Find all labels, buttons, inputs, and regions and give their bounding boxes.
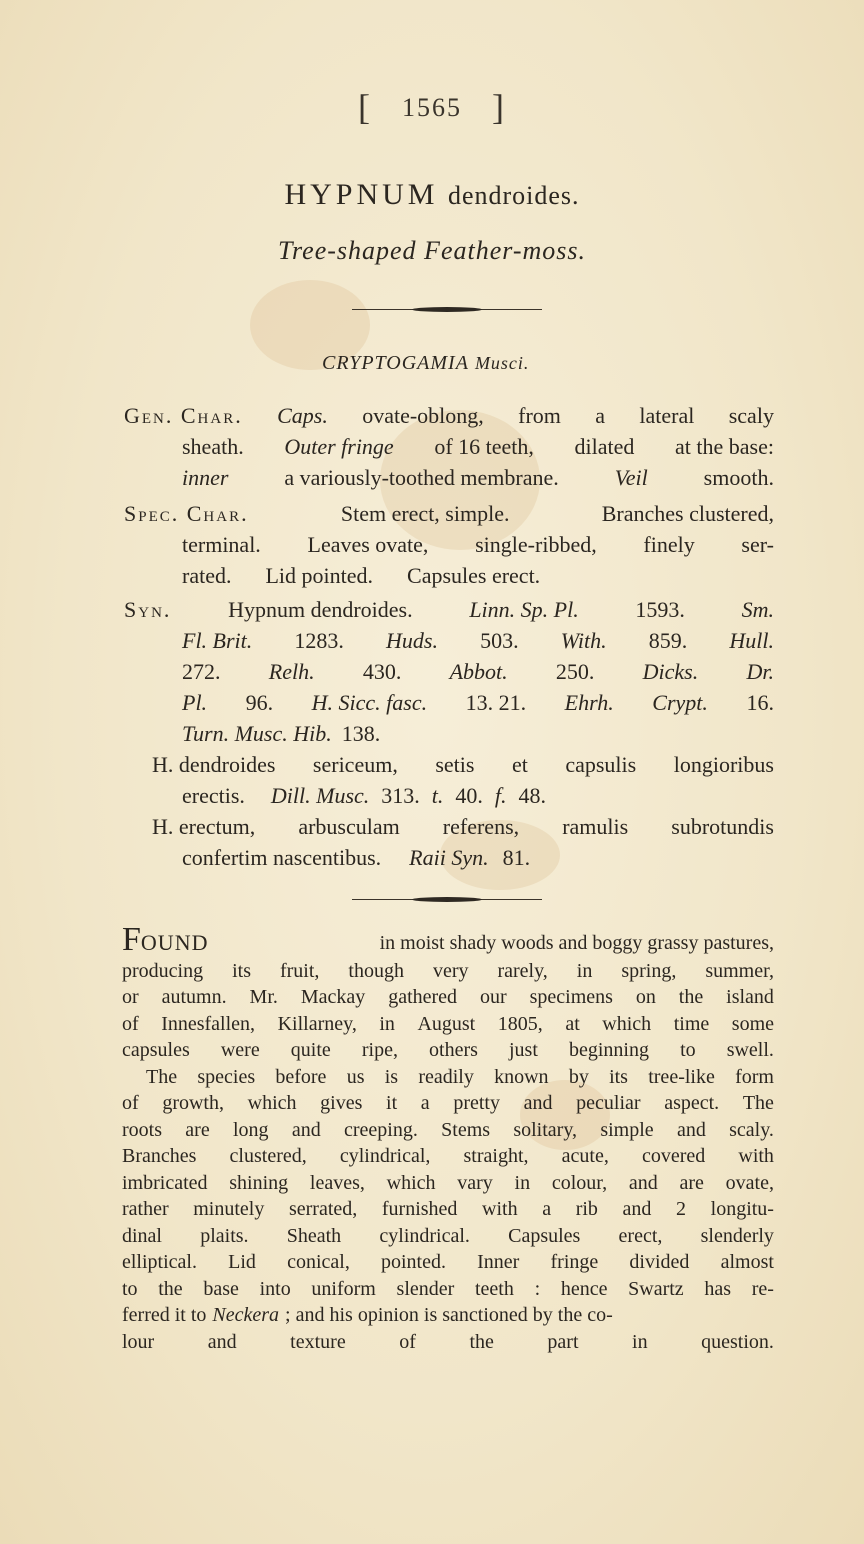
word: ovate, [725, 1171, 774, 1194]
word: August [417, 1012, 476, 1035]
word: Inner [477, 1251, 520, 1273]
word: imbricated [122, 1171, 208, 1194]
text-span: 96. [245, 690, 274, 715]
word: the [469, 1330, 494, 1353]
word: simple [600, 1118, 654, 1141]
syn-line-4 [124, 687, 774, 718]
text-span: Pl. [182, 690, 208, 715]
word: with [482, 1198, 518, 1220]
text-span: 859. [648, 628, 688, 653]
text-span: inner [182, 465, 229, 490]
word: creeping. [344, 1118, 418, 1141]
desc-line-16 [122, 1329, 774, 1356]
word: and [622, 1198, 652, 1220]
text-span: Leaves ovate, [307, 532, 429, 557]
word: capsules [122, 1039, 190, 1061]
text-span [122, 1196, 774, 1223]
generic-character [124, 400, 774, 493]
word: its [609, 1065, 628, 1088]
word: by [568, 1065, 589, 1088]
word: or [122, 986, 139, 1008]
word: some [731, 1012, 774, 1035]
word: slenderly [700, 1224, 774, 1247]
word: Swartz [628, 1277, 684, 1300]
text-span [122, 1011, 774, 1038]
word: vary [457, 1171, 493, 1194]
text-span [122, 1170, 774, 1197]
word: Stems [441, 1118, 491, 1141]
word: very [432, 959, 469, 982]
word: in [379, 1012, 395, 1035]
word: The [146, 1065, 178, 1088]
word: fringe [550, 1251, 599, 1273]
word: pretty [453, 1092, 500, 1114]
text-span: Crypt. [652, 690, 708, 715]
word: furnished [381, 1198, 458, 1220]
word: almost [720, 1251, 774, 1273]
text-span: Hypnum dendroides. [228, 597, 413, 622]
word: part [547, 1330, 579, 1353]
word: quite [290, 1039, 331, 1061]
word: Lid [228, 1251, 256, 1273]
syn-line-2 [124, 625, 774, 656]
word: pointed. [380, 1251, 446, 1273]
word: its [232, 959, 251, 982]
ornamental-rule-top [352, 306, 542, 314]
desc-line-1 [122, 921, 774, 958]
syn-line-5 [124, 718, 774, 749]
word: known [494, 1065, 549, 1088]
syn-entry-dillenius-line-2 [124, 780, 774, 811]
order-name: Musci. [474, 353, 530, 373]
gen-char-line-2 [124, 431, 774, 462]
spec-char-line-2 [124, 529, 774, 560]
word: of [399, 1330, 416, 1353]
word: beginning [568, 1039, 649, 1061]
text-span: Ehrh. [564, 690, 614, 715]
text-span: Fl. Brit. [182, 628, 253, 653]
class-name: CRYPTOGAMIA [322, 352, 469, 374]
text-span: Dill. Musc. [270, 783, 370, 808]
word: gives [320, 1092, 363, 1114]
gen-char-line-3 [124, 462, 774, 493]
page-number-value: 1565 [402, 93, 462, 122]
word: question. [701, 1330, 774, 1353]
text-span: Huds. [386, 628, 438, 653]
word: in [632, 1330, 648, 1353]
text-span: Capsules erect. [407, 563, 541, 588]
text-span: erectis. [182, 783, 245, 808]
text-span: 48. [518, 783, 547, 808]
text-span: 13. 21. [465, 690, 527, 715]
text-span: 1593. [635, 597, 685, 622]
text-span: Dicks. [642, 659, 699, 684]
text-span: ; and his opinion is sanctioned by the co- [285, 1304, 613, 1326]
spec-char-line-1 [124, 498, 774, 529]
text-span: longioribus [673, 752, 774, 777]
text-span: scaly [728, 403, 774, 428]
gen-char-label: Gen. Char. [124, 403, 243, 428]
word: a [542, 1198, 552, 1220]
word: of [122, 1092, 139, 1114]
text-span: 313. [381, 783, 420, 808]
word: into [259, 1277, 291, 1300]
word: cylindrical. [379, 1224, 470, 1247]
word: hence [560, 1277, 608, 1300]
text-span: smooth. [703, 465, 774, 490]
genus-neckera: Neckera [212, 1304, 280, 1326]
word: covered [641, 1145, 706, 1167]
text-span: setis [435, 752, 475, 777]
word: plaits. [200, 1224, 249, 1247]
word: Branches [122, 1145, 197, 1167]
lead-smallcaps: OUND [140, 930, 209, 955]
text-span: 16. [746, 690, 774, 715]
text-span: finely [643, 532, 695, 557]
word: colour, [551, 1171, 608, 1194]
text-span: 250. [555, 659, 595, 684]
text-span [122, 984, 774, 1011]
text-span: ferred it to [122, 1304, 207, 1326]
text-span: Veil [614, 465, 648, 490]
syn-entry-ray-line-2 [124, 842, 774, 873]
word: before [275, 1065, 327, 1088]
word: cylindrical, [339, 1145, 431, 1167]
word: elliptical. [122, 1251, 197, 1273]
drop-cap: F [122, 921, 141, 958]
gen-char-line-1 [124, 400, 774, 431]
word: base [203, 1277, 239, 1300]
text-span [122, 1090, 774, 1117]
word: tree-like [648, 1065, 715, 1088]
common-name: Tree-shaped Feather-moss. [277, 236, 587, 265]
text-span: arbusculam [298, 814, 400, 839]
word: of [122, 1012, 139, 1035]
text-span [122, 1143, 774, 1170]
syn-line-1 [124, 594, 774, 625]
text-span: Caps. [277, 403, 328, 428]
text-span [122, 1223, 774, 1250]
text-span: sheath. [182, 434, 244, 459]
text-span: Raii Syn. [409, 845, 489, 870]
word: and [291, 1118, 321, 1141]
text-span: terminal. [182, 532, 261, 557]
text-span: referens, [442, 814, 520, 839]
text-span: f. [494, 783, 507, 808]
word: long [232, 1118, 269, 1141]
word: fruit, [279, 959, 320, 982]
text-span: a variously-toothed membrane. [284, 465, 559, 490]
word: which [602, 1012, 652, 1035]
synonymy [124, 594, 774, 873]
word: Capsules [508, 1224, 581, 1247]
desc-line-14 [122, 1276, 774, 1303]
word: Sheath [286, 1224, 342, 1247]
desc-line-12 [122, 1223, 774, 1250]
syn-entry-dillenius-line-1 [124, 749, 774, 780]
text-span: 1283. [294, 628, 344, 653]
word: gathered [388, 986, 458, 1008]
text-span: single-ribbed, [475, 532, 597, 557]
word: Mr. [249, 986, 278, 1008]
word: aspect. [664, 1092, 720, 1114]
desc-line-2 [122, 958, 774, 985]
text-span: lateral [639, 403, 695, 428]
text-span: Relh. [268, 659, 315, 684]
word: and [207, 1330, 237, 1353]
text-span: sericeum, [312, 752, 398, 777]
syn-line-3 [124, 656, 774, 687]
text-span: confertim nascentibus. [182, 845, 382, 870]
species-name: dendroides. [447, 181, 580, 210]
word: us [346, 1065, 365, 1088]
word: the [678, 986, 704, 1008]
bracket-right: ] [492, 87, 506, 127]
word: in [514, 1171, 531, 1194]
desc-line-9 [122, 1143, 774, 1170]
text-span [122, 1249, 774, 1276]
word: teeth [475, 1277, 514, 1300]
spec-char-line-3 [124, 560, 774, 591]
page-title [0, 178, 864, 212]
word: is [384, 1065, 399, 1088]
word: to [122, 1277, 138, 1300]
word: at [565, 1012, 580, 1035]
word: which [247, 1092, 297, 1114]
word: conical, [287, 1251, 350, 1273]
word: clustered, [229, 1145, 307, 1167]
text-span: 503. [480, 628, 519, 653]
text-span [122, 1117, 774, 1144]
word: rib [575, 1198, 598, 1220]
word: swell. [726, 1039, 774, 1061]
word: divided [629, 1251, 690, 1273]
word: summer, [705, 959, 774, 982]
word: Killarney, [277, 1012, 357, 1035]
word: spring, [621, 959, 677, 982]
word: acute, [561, 1145, 609, 1167]
text-span: Lid pointed. [265, 563, 374, 588]
word: are [679, 1171, 704, 1194]
word: the [158, 1277, 183, 1300]
text-span: dilated [574, 434, 635, 459]
text-span: 81. [502, 845, 531, 870]
text-span: 40. [455, 783, 483, 808]
text-span [146, 1064, 774, 1091]
text-span: Turn. Musc. Hib. [182, 721, 332, 746]
word: uniform [311, 1277, 376, 1300]
text-span: Outer fringe [284, 434, 394, 459]
desc-line-3 [122, 984, 774, 1011]
word: texture [290, 1330, 346, 1353]
word: peculiar [576, 1092, 641, 1114]
text-span: With. [560, 628, 607, 653]
text-span: Hull. [729, 628, 774, 653]
word: scaly. [729, 1118, 774, 1141]
word: to [680, 1039, 696, 1061]
word: re- [751, 1277, 774, 1300]
text-span: subrotundis [671, 814, 774, 839]
desc-line-6 [122, 1064, 774, 1091]
text-span [122, 1037, 774, 1064]
word: : [534, 1277, 541, 1300]
spec-char-label: Spec. Char. [124, 501, 249, 526]
word: 2 [676, 1198, 687, 1220]
word: form [735, 1065, 774, 1088]
text-span: et [511, 752, 528, 777]
desc-line-5 [122, 1037, 774, 1064]
text-span: H. erectum, [152, 814, 256, 839]
word: though [348, 959, 404, 982]
word: leaves, [309, 1171, 365, 1194]
text-span [122, 1329, 774, 1356]
word: minutely [193, 1198, 265, 1220]
text-span: 272. [182, 659, 221, 684]
bracket-left: [ [358, 87, 372, 127]
word: were [220, 1039, 260, 1061]
word: ripe, [361, 1039, 398, 1061]
word: erect, [618, 1224, 663, 1247]
text-span: Sm. [741, 597, 774, 622]
word: which [386, 1171, 436, 1194]
word: readily [418, 1065, 474, 1088]
text-span: ovate-oblong, [362, 403, 484, 428]
desc-line-10 [122, 1170, 774, 1197]
text-span: Stem erect, simple. [340, 501, 510, 526]
word: rarely, [497, 959, 548, 982]
word: species [197, 1065, 256, 1088]
page-number [0, 86, 864, 128]
word: Mackay [300, 986, 366, 1008]
word: specimens [529, 986, 613, 1008]
word: growth, [162, 1092, 224, 1114]
word: serrated, [288, 1198, 358, 1220]
desc-line-13 [122, 1249, 774, 1276]
word: 1805, [497, 1012, 543, 1035]
text-span: H. dendroides [152, 752, 276, 777]
syn-label: Syn. [124, 597, 172, 622]
word: with [738, 1145, 774, 1167]
word: producing [122, 959, 204, 982]
text-span: ser- [741, 532, 774, 557]
word: The [742, 1092, 774, 1114]
genus-name: HYPNUM [284, 178, 439, 211]
word: slender [396, 1277, 455, 1300]
word: rather [122, 1198, 169, 1220]
word: autumn. [161, 986, 227, 1008]
desc-line-8 [122, 1117, 774, 1144]
text-span: from [518, 403, 561, 428]
word: and [523, 1092, 553, 1114]
word: a [420, 1092, 430, 1114]
word: Innesfallen, [161, 1012, 256, 1035]
description [122, 921, 774, 1355]
desc-line-4 [122, 1011, 774, 1038]
desc-line-15 [122, 1302, 774, 1329]
word: and [676, 1118, 706, 1141]
text-span: t. [431, 783, 444, 808]
word: in [576, 959, 593, 982]
word: on [635, 986, 656, 1008]
desc-line-7 [122, 1090, 774, 1117]
text-span: rated. [182, 563, 232, 588]
word: and [628, 1171, 658, 1194]
word: has [704, 1277, 732, 1300]
text-span: Abbot. [449, 659, 508, 684]
text-span [122, 1276, 774, 1303]
text-span: 430. [362, 659, 402, 684]
word: straight, [463, 1145, 529, 1167]
syn-entry-ray-line-1 [124, 811, 774, 842]
text-span: Branches clustered, [601, 501, 774, 526]
text-span: Dr. [746, 659, 774, 684]
specific-character [124, 498, 774, 591]
word: roots [122, 1118, 162, 1141]
word: our [479, 986, 507, 1008]
desc-lead [122, 921, 209, 958]
word: just [509, 1039, 538, 1061]
text-span [122, 958, 774, 985]
word: lour [122, 1330, 155, 1353]
word: longitu- [710, 1198, 774, 1220]
text-span: H. Sicc. fasc. [311, 690, 428, 715]
ornamental-rule-bottom [352, 896, 542, 904]
word: island [726, 986, 774, 1008]
word: solitary, [513, 1118, 578, 1141]
word: are [185, 1118, 210, 1141]
text-span: capsulis [565, 752, 637, 777]
word: it [386, 1092, 398, 1114]
text-span: of 16 teeth, [434, 434, 534, 459]
text-span: ramulis [562, 814, 629, 839]
word: others [429, 1039, 478, 1061]
classification [322, 352, 529, 375]
text-span: in moist shady woods and boggy grassy pastures, [379, 932, 774, 954]
text-span: at the base: [675, 434, 774, 459]
text-span: Linn. Sp. Pl. [469, 597, 579, 622]
text-span: a [595, 403, 606, 428]
word: shining [229, 1171, 289, 1194]
desc-line-11 [122, 1196, 774, 1223]
word: time [673, 1012, 710, 1035]
text-span: 138. [341, 721, 381, 746]
word: dinal [122, 1224, 162, 1247]
